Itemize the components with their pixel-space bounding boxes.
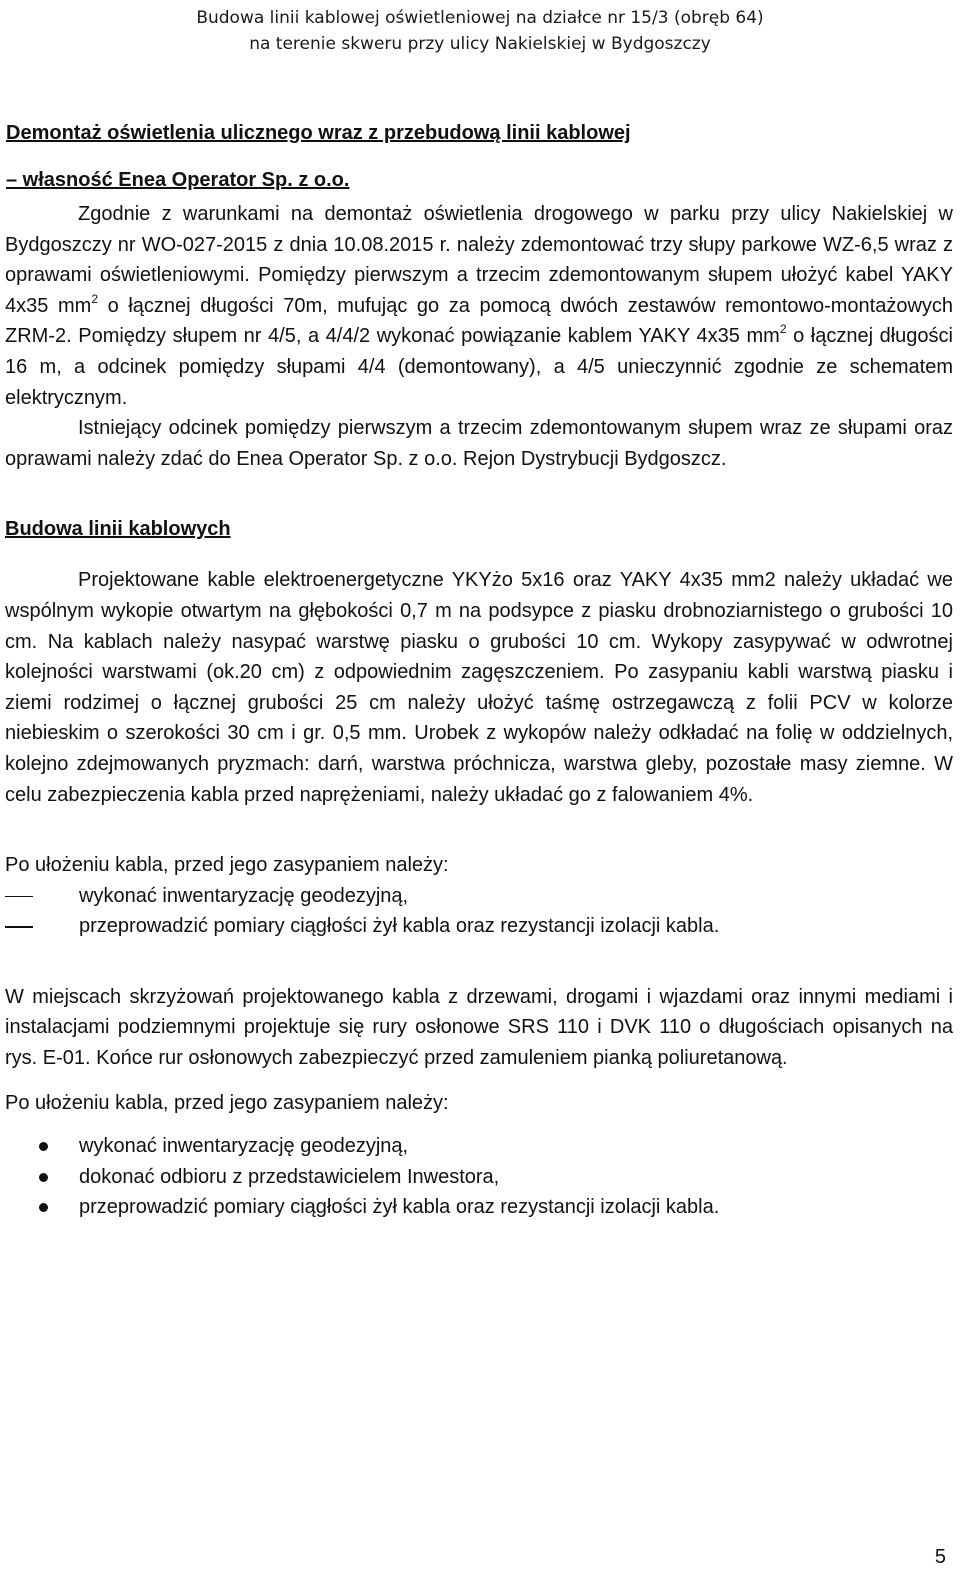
dash-icon	[5, 896, 33, 898]
paragraph-text-c: o łącznej długości 16 m, a odcinek pomiędzy słupami 4/4 (demontowany), a 4/5 unieczynnić zgodnie ze schematem elektrycznym.	[5, 325, 953, 409]
paragraph-budowa-2: W miejscach skrzyżowań projektowanego kabla z drzewami, drogami i wjazdami oraz innymi mediami i instalacjami podziemnymi projektuje się rury osłonowe SRS 110 i DVK 110 o długościach opisanych na rys. E-01. Końce rur osłonowych zabezpieczyć przed zamuleniem pianką poliuretanową.	[5, 985, 953, 1070]
section-heading-demontaz	[6, 118, 953, 195]
list-intro-2: Po ułożeniu kabla, przed jego zasypaniem należy:	[5, 1091, 449, 1114]
heading-line-2: – własność Enea Operator Sp. z o.o.	[6, 169, 350, 191]
superscript-2: 2	[779, 322, 787, 337]
bullet-list	[5, 1131, 953, 1223]
list-item: wykonać inwentaryzację geodezyjną,	[5, 881, 953, 912]
heading-line-1: Demontaż oświetlenia ulicznego wraz z przebudową linii kablowej	[6, 122, 631, 144]
header-line-2: na terenie skweru przy ulicy Nakielskiej w Bydgoszczy	[249, 34, 711, 54]
bullet-icon	[39, 1142, 48, 1151]
bullet-icon	[39, 1203, 48, 1212]
bullet-icon	[39, 1173, 48, 1182]
list-item: przeprowadzić pomiary ciągłości żył kabla oraz rezystancji izolacji kabla.	[5, 1192, 953, 1223]
superscript-2: 2	[91, 291, 98, 306]
list-item: przeprowadzić pomiary ciągłości żył kabla oraz rezystancji izolacji kabla.	[5, 911, 953, 942]
list-intro-1: Po ułożeniu kabla, przed jego zasypaniem należy:	[5, 854, 449, 877]
paragraph-demontaz-1	[5, 199, 953, 413]
paragraph-budowa-1: Projektowane kable elektroenergetyczne YKYżo 5x16 oraz YAKY 4x35 mm2 należy układać we wspólnym wykopie otwartym na głębokości 0,7 m na podsypce z piasku drobnoziarnistego o grubości 10 cm. Na kablach należy nasypać warstwę piasku o grubości 10 cm. Wykopy zasypywać w odwrotnej kolejności warstwami (ok.20 cm) z odpowiednim zagęszczeniem. Po zasypaniu kabli warstwą piasku i ziemi rodzimej o łącznej grubości 25 cm należy ułożyć taśmę ostrzegawczą z folii PCV w kolorze niebieskim o szerokości 30 cm i gr. 0,5 mm. Urobek z wykopów należy odkładać na folię w oddzielnych, kolejno zdejmowanych pryzmach: darń, warstwa próchnicza, warstwa gleby, pozostałe masy ziemne. W celu zabezpieczenia kabla przed naprężeniami, należy układać go z falowaniem 4%.	[5, 569, 953, 806]
list-item: wykonać inwentaryzację geodezyjną,	[5, 1131, 953, 1162]
page-header	[0, 0, 960, 64]
dash-list	[5, 881, 953, 942]
section-heading-budowa: Budowa linii kablowych	[5, 518, 231, 541]
list-item: dokonać odbioru z przedstawicielem Inwestora,	[5, 1162, 953, 1193]
paragraph-text-a: Zgodnie z warunkami na demontaż oświetlenia drogowego w parku przy ulicy Nakielskiej w Bydgoszczy nr WO-027-2015 z dnia 10.08.2015 r. należy zdemontować trzy słupy parkowe WZ-6,5 wraz z oprawami oświetleniowymi. Pomiędzy pierwszym a trzecim zdemontowanym słupem ułożyć kabel YAKY 4x35 mm	[5, 203, 953, 317]
page-number: 5	[934, 1546, 946, 1568]
dash-icon	[5, 926, 33, 928]
header-line-1: Budowa linii kablowej oświetleniowej na działce nr 15/3 (obręb 64)	[196, 8, 764, 28]
paragraph-text-b: o łącznej długości 70m, mufując go za pomocą dwóch zestawów remontowo-montażowych ZRM-2. Pomiędzy słupem nr 4/5, a 4/4/2 wykonać powiązanie kablem YAKY 4x35 mm	[5, 294, 954, 348]
document-body	[5, 118, 953, 1223]
paragraph-demontaz-2: Istniejący odcinek pomiędzy pierwszym a trzecim zdemontowanym słupem wraz ze słupami oraz oprawami należy zdać do Enea Operator Sp. z o.o. Rejon Dystrybucji Bydgoszcz.	[5, 417, 953, 470]
